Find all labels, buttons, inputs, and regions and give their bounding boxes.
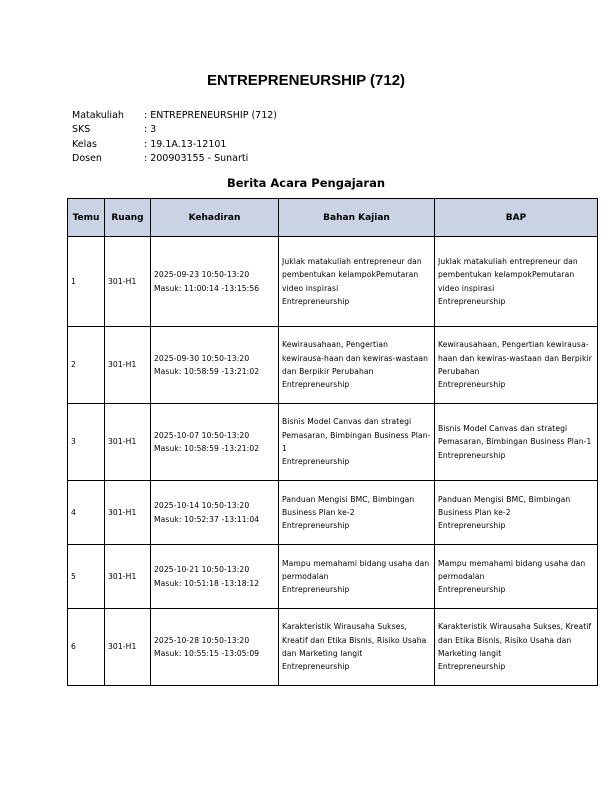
checkin-text: Masuk: 10:58:59 -13:21:02 bbox=[154, 367, 260, 376]
bahan-subject: Entrepreneurship bbox=[282, 457, 350, 467]
header-bap: BAP bbox=[435, 199, 598, 237]
temu-cell: 3 bbox=[68, 404, 105, 481]
bap-text: Juklak matakuliah entrepreneur dan pembentukan kelampokPemutaran video inspirasi bbox=[438, 256, 578, 293]
kehadiran-cell bbox=[151, 481, 279, 545]
table-row bbox=[68, 404, 598, 481]
bahan-kajian-cell bbox=[279, 327, 435, 404]
kehadiran-cell bbox=[151, 237, 279, 327]
bap-cell bbox=[435, 404, 598, 481]
bahan-text: Juklak matakuliah entrepreneur dan pembentukan kelampokPemutaran video inspirasi bbox=[282, 256, 422, 293]
temu-cell: 5 bbox=[68, 545, 105, 609]
temu-cell: 4 bbox=[68, 481, 105, 545]
schedule-text: 2025-09-30 10:50-13:20 bbox=[154, 353, 250, 363]
header-ruang: Ruang bbox=[105, 199, 151, 237]
bap-text: Karakteristik Wirausaha Sukses, Kreatif dan Etika Bisnis, Risiko Usaha dan Marketing langit bbox=[438, 622, 592, 658]
meta-row-matakuliah bbox=[72, 109, 277, 123]
meta-label: Kelas bbox=[72, 138, 98, 150]
attendance-table bbox=[67, 198, 598, 686]
bahan-subject: Entrepreneurship bbox=[282, 585, 350, 595]
temu-cell: 1 bbox=[68, 237, 105, 327]
schedule-text: 2025-09-23 10:50-13:20 bbox=[154, 270, 250, 280]
bap-cell bbox=[435, 327, 598, 404]
bahan-kajian-cell bbox=[279, 237, 435, 327]
meta-value: : 3 bbox=[144, 124, 157, 136]
meta-value: : 200903155 - Sunarti bbox=[144, 152, 249, 164]
bap-cell bbox=[435, 481, 598, 545]
table-row bbox=[68, 237, 598, 327]
meta-label: Matakuliah bbox=[72, 110, 124, 121]
course-info bbox=[72, 109, 277, 166]
bahan-kajian-cell bbox=[279, 545, 435, 609]
bahan-text: Mampu memahami bidang usaha dan permodalan bbox=[282, 558, 430, 581]
checkin-text: Masuk: 10:51:18 -13:18:12 bbox=[154, 578, 260, 588]
bap-subject: Entrepreneurship bbox=[438, 521, 506, 531]
bap-cell bbox=[435, 237, 598, 327]
bahan-subject: Entrepreneurship bbox=[282, 296, 350, 306]
checkin-text: Masuk: 10:58:59 -13:21:02 bbox=[154, 444, 260, 453]
schedule-text: 2025-10-07 10:50-13:20 bbox=[154, 430, 250, 440]
bahan-text: Panduan Mengisi BMC, Bimbingan Business Plan ke-2 bbox=[282, 494, 415, 517]
bap-subject: Entrepreneurship bbox=[438, 296, 506, 306]
bahan-kajian-cell bbox=[279, 609, 435, 686]
bahan-text: Bisnis Model Canvas dan strategi Pemasaran, Bimbingan Business Plan-1 bbox=[282, 417, 431, 453]
ruang-cell: 301-H1 bbox=[105, 404, 151, 481]
bap-cell bbox=[435, 609, 598, 686]
meta-row-kelas bbox=[72, 138, 277, 152]
meta-label: SKS bbox=[72, 124, 91, 136]
temu-cell: 2 bbox=[68, 327, 105, 404]
ruang-cell: 301-H1 bbox=[105, 609, 151, 686]
ruang-cell: 301-H1 bbox=[105, 481, 151, 545]
temu-cell: 6 bbox=[68, 609, 105, 686]
table-row bbox=[68, 609, 598, 686]
kehadiran-cell bbox=[151, 327, 279, 404]
header-temu: Temu bbox=[68, 199, 105, 237]
bahan-text: Karakteristik Wirausaha Sukses, Kreatif dan Etika Bisnis, Risiko Usaha dan Marketing langit bbox=[282, 622, 427, 658]
schedule-text: 2025-10-21 10:50-13:20 bbox=[154, 565, 250, 575]
bap-cell bbox=[435, 545, 598, 609]
header-bahan-kajian: Bahan Kajian bbox=[279, 199, 435, 237]
bahan-kajian-cell bbox=[279, 404, 435, 481]
table-row bbox=[68, 327, 598, 404]
page-title: ENTREPRENEURSHIP (712) bbox=[206, 72, 406, 89]
ruang-cell: 301-H1 bbox=[105, 327, 151, 404]
meta-row-dosen bbox=[72, 152, 277, 166]
bahan-subject: Entrepreneurship bbox=[282, 380, 350, 390]
ruang-cell: 301-H1 bbox=[105, 237, 151, 327]
meta-label: Dosen bbox=[72, 152, 102, 164]
table-row bbox=[68, 545, 598, 609]
table-header-row bbox=[68, 199, 598, 237]
bap-subject: Entrepreneurship bbox=[438, 380, 506, 390]
kehadiran-cell bbox=[151, 404, 279, 481]
bahan-subject: Entrepreneurship bbox=[282, 662, 350, 672]
checkin-text: Masuk: 11:00:14 -13:15:56 bbox=[154, 283, 260, 293]
meta-row-sks bbox=[72, 123, 277, 137]
bap-subject: Entrepreneurship bbox=[438, 585, 506, 595]
bap-subject: Entrepreneurship bbox=[438, 450, 506, 460]
bap-text: Kewirausahaan, Pengertian kewirausa-haan dan kewiras-wastaan dan Berpikir Perubahan bbox=[438, 340, 592, 376]
ruang-cell: 301-H1 bbox=[105, 545, 151, 609]
bap-text: Panduan Mengisi BMC, Bimbingan Business Plan ke-2 bbox=[438, 494, 571, 517]
schedule-text: 2025-10-28 10:50-13:20 bbox=[154, 635, 250, 645]
kehadiran-cell bbox=[151, 545, 279, 609]
bap-text: Mampu memahami bidang usaha dan permodalan bbox=[438, 558, 586, 581]
checkin-text: Masuk: 10:52:37 -13:11:04 bbox=[154, 514, 260, 524]
meta-value: : ENTREPRENEURSHIP (712) bbox=[144, 110, 277, 121]
kehadiran-cell bbox=[151, 609, 279, 686]
bap-text: Bisnis Model Canvas dan strategi Pemasaran, Bimbingan Business Plan-1 bbox=[438, 424, 592, 447]
meta-value: : 19.1A.13-12101 bbox=[144, 138, 227, 150]
bahan-kajian-cell bbox=[279, 481, 435, 545]
bahan-subject: Entrepreneurship bbox=[282, 521, 350, 531]
table-row bbox=[68, 481, 598, 545]
header-kehadiran: Kehadiran bbox=[151, 199, 279, 237]
bahan-text: Kewirausahaan, Pengertian kewirausa-haan dan kewiras-wastaan dan Berpikir Perubahan bbox=[282, 340, 429, 376]
schedule-text: 2025-10-14 10:50-13:20 bbox=[154, 501, 250, 511]
bap-subject: Entrepreneurship bbox=[438, 662, 506, 672]
checkin-text: Masuk: 10:55:15 -13:05:09 bbox=[154, 649, 260, 658]
section-title: Berita Acara Pengajaran bbox=[226, 176, 386, 190]
